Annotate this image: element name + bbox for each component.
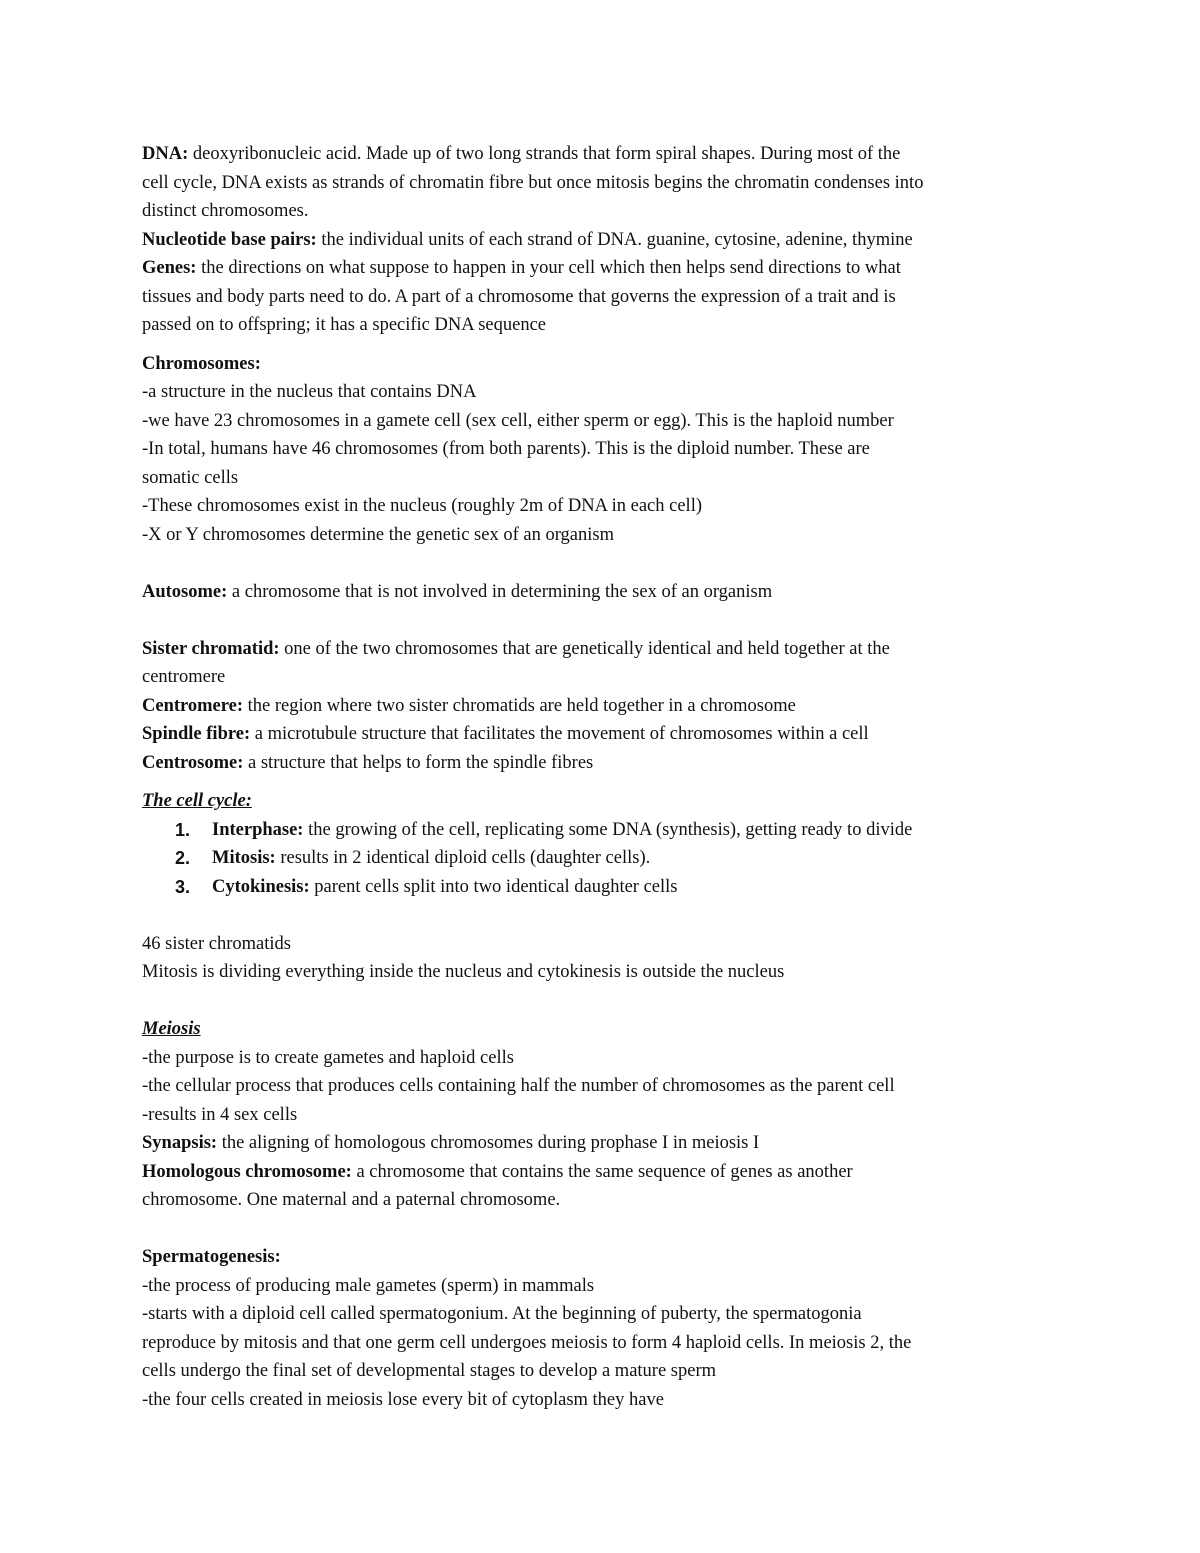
list-item: -the process of producing male gametes (sperm) in mammals [142, 1275, 595, 1296]
list-item: -the cellular process that produces cells containing half the number of chromosomes as the parent cell [142, 1076, 895, 1096]
term-autosome: Autosome: [142, 581, 228, 602]
list-item: -we have 23 chromosomes in a gamete cell (sex cell, either sperm or egg). This is the haploid number [142, 410, 894, 431]
section-notes [142, 930, 1072, 987]
list-item [142, 873, 1072, 902]
definition-homologous-chromosome [142, 1158, 1072, 1215]
list-number: 1. [175, 819, 191, 840]
term-sister-chromatid: Sister chromatid: [142, 638, 280, 659]
list-item [142, 844, 1072, 873]
term-homologous-chromosome: Homologous chromosome: [142, 1161, 352, 1182]
definition-synapsis [142, 1129, 1072, 1158]
term-genes: Genes: [142, 258, 197, 278]
term-synapsis: Synapsis: [142, 1133, 218, 1153]
definition-text: cell cycle, DNA exists as strands of chromatin fibre but once mitosis begins the chromatin condenses into [142, 172, 924, 193]
definition-text: the directions on what suppose to happen in your cell which then helps send directions to what [196, 258, 901, 278]
list-item: -In total, humans have 46 chromosomes (from both parents). This is the diploid number. These are [142, 439, 870, 459]
definition-text: deoxyribonucleic acid. Made up of two long strands that form spiral shapes. During most of the [188, 144, 901, 164]
definition-text: parent cells split into two identical daughter cells [309, 876, 678, 897]
definition-text: tissues and body parts need to do. A part of a chromosome that governs the expression of a trait and is [142, 286, 896, 307]
definition-text: a microtubule structure that facilitates the movement of chromosomes within a cell [250, 724, 869, 744]
note-line: Mitosis is dividing everything inside the nucleus and cytokinesis is outside the nucleus [142, 962, 785, 982]
definition-autosome [142, 578, 1072, 607]
heading-spermatogenesis: Spermatogenesis: [142, 1247, 281, 1267]
definition-text: the region where two sister chromatids are held together in a chromosome [243, 695, 796, 716]
list-number: 3. [175, 876, 191, 897]
definition-text: passed on to offspring; it has a specific DNA sequence [142, 315, 546, 335]
definition-text: a chromosome that contains the same sequence of genes as another [351, 1161, 853, 1182]
list-item: -starts with a diploid cell called spermatogonium. At the beginning of puberty, the spermatogonia [142, 1304, 862, 1324]
term-interphase: Interphase: [212, 819, 304, 840]
definition-text: the aligning of homologous chromosomes during prophase I in meiosis I [217, 1133, 760, 1153]
list-item: -a structure in the nucleus that contains DNA [142, 382, 477, 402]
section-chromosomes [142, 350, 1072, 550]
definition-text: results in 2 identical diploid cells (daughter cells). [275, 848, 651, 868]
heading-cell-cycle: The cell cycle: [142, 791, 252, 811]
definition-text: the individual units of each strand of DNA. guanine, cytosine, adenine, thymine [316, 229, 913, 250]
list-item: reproduce by mitosis and that one germ cell undergoes meiosis to form 4 haploid cells. In meiosis 2, the [142, 1332, 912, 1353]
term-cytokinesis: Cytokinesis: [212, 876, 310, 897]
list-number: 2. [175, 848, 191, 868]
list-item: -results in 4 sex cells [142, 1104, 298, 1125]
term-spindle-fibre: Spindle fibre: [142, 724, 251, 744]
heading-meiosis: Meiosis [142, 1019, 201, 1039]
list-item: -the four cells created in meiosis lose every bit of cytoplasm they have [142, 1389, 664, 1410]
definition-nucleotide-base-pairs [142, 226, 1072, 255]
cell-cycle-list [142, 816, 1072, 902]
definition-centrosome [142, 749, 1072, 778]
definition-spindle-fibre [142, 720, 1072, 749]
note-line: 46 sister chromatids [142, 933, 292, 954]
list-item: -These chromosomes exist in the nucleus (roughly 2m of DNA in each cell) [142, 496, 702, 516]
heading-chromosomes: Chromosomes: [142, 353, 261, 374]
list-item: -X or Y chromosomes determine the genetic sex of an organism [142, 524, 614, 545]
term-dna: DNA: [142, 144, 189, 164]
list-item: -the purpose is to create gametes and haploid cells [142, 1047, 514, 1068]
definition-genes [142, 254, 1072, 340]
definition-text: a structure that helps to form the spindle fibres [243, 752, 594, 773]
definition-dna [142, 140, 1072, 226]
definition-text: centromere [142, 667, 226, 687]
definition-text: one of the two chromosomes that are genetically identical and held together at the [279, 638, 890, 659]
definition-sister-chromatid [142, 635, 1072, 692]
term-centromere: Centromere: [142, 695, 244, 716]
section-spermatogenesis [142, 1243, 1072, 1414]
definition-text: chromosome. One maternal and a paternal chromosome. [142, 1190, 561, 1210]
term-mitosis: Mitosis: [212, 848, 276, 868]
term-centrosome: Centrosome: [142, 752, 244, 773]
list-item: cells undergo the final set of developmental stages to develop a mature sperm [142, 1361, 717, 1381]
definition-text: a chromosome that is not involved in determining the sex of an organism [227, 581, 773, 602]
document-page [142, 140, 1072, 1414]
definition-text: the growing of the cell, replicating some DNA (synthesis), getting ready to divide [303, 819, 913, 840]
definition-centromere [142, 692, 1072, 721]
definition-text: distinct chromosomes. [142, 201, 309, 221]
section-meiosis [142, 1015, 1072, 1129]
section-cell-cycle [142, 787, 1072, 901]
term-nucleotide-base-pairs: Nucleotide base pairs: [142, 229, 317, 250]
list-item [142, 816, 1072, 845]
list-item: somatic cells [142, 467, 239, 488]
